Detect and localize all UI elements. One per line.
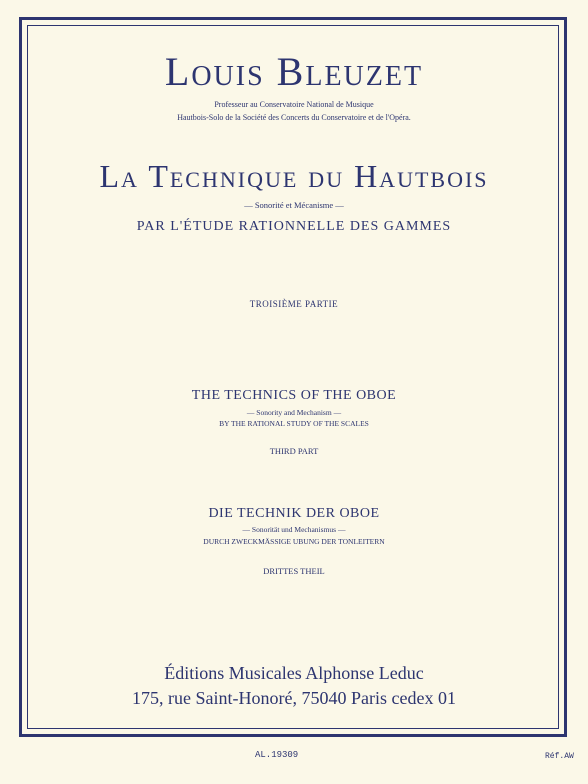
publisher-name: Éditions Musicales Alphonse Leduc <box>164 663 424 683</box>
tagline-german: DURCH ZWECKMÄSSIGE UBUNG DER TONLEITERN <box>203 537 385 546</box>
tagline-french: PAR L'ÉTUDE RATIONNELLE DES GAMMES <box>136 219 452 234</box>
author-name: Louis Bleuzet <box>164 49 424 94</box>
part-english: THIRD PART <box>269 446 319 456</box>
publisher-address: 175, rue Saint-Honoré, 75040 Paris cedex 01 <box>132 688 456 708</box>
author-affiliation-2: Hautbois-Solo de la Société des Concerts du Conservatoire et de l'Opéra. <box>177 113 411 122</box>
title-french: La Technique du Hautbois <box>99 158 489 194</box>
part-french: TROISIÈME PARTIE <box>249 299 339 309</box>
part-german: DRITTES THEIL <box>263 566 325 576</box>
subtitle-english: — Sonority and Mechanism — <box>246 408 342 417</box>
catalog-number: AL.19309 <box>255 750 299 760</box>
subtitle-german: — Sonorität und Mechanismus — <box>242 525 346 534</box>
title-german: DIE TECHNIK DER OBOE <box>208 506 380 521</box>
author-affiliation-1: Professeur au Conservatoire National de Musique <box>214 100 374 109</box>
subtitle-french: — Sonorité et Mécanisme — <box>244 200 344 210</box>
tagline-english: BY THE RATIONAL STUDY OF THE SCALES <box>219 419 369 428</box>
title-english: THE TECHNICS OF THE OBOE <box>191 388 397 403</box>
reference-code: Réf.AW <box>545 752 574 761</box>
